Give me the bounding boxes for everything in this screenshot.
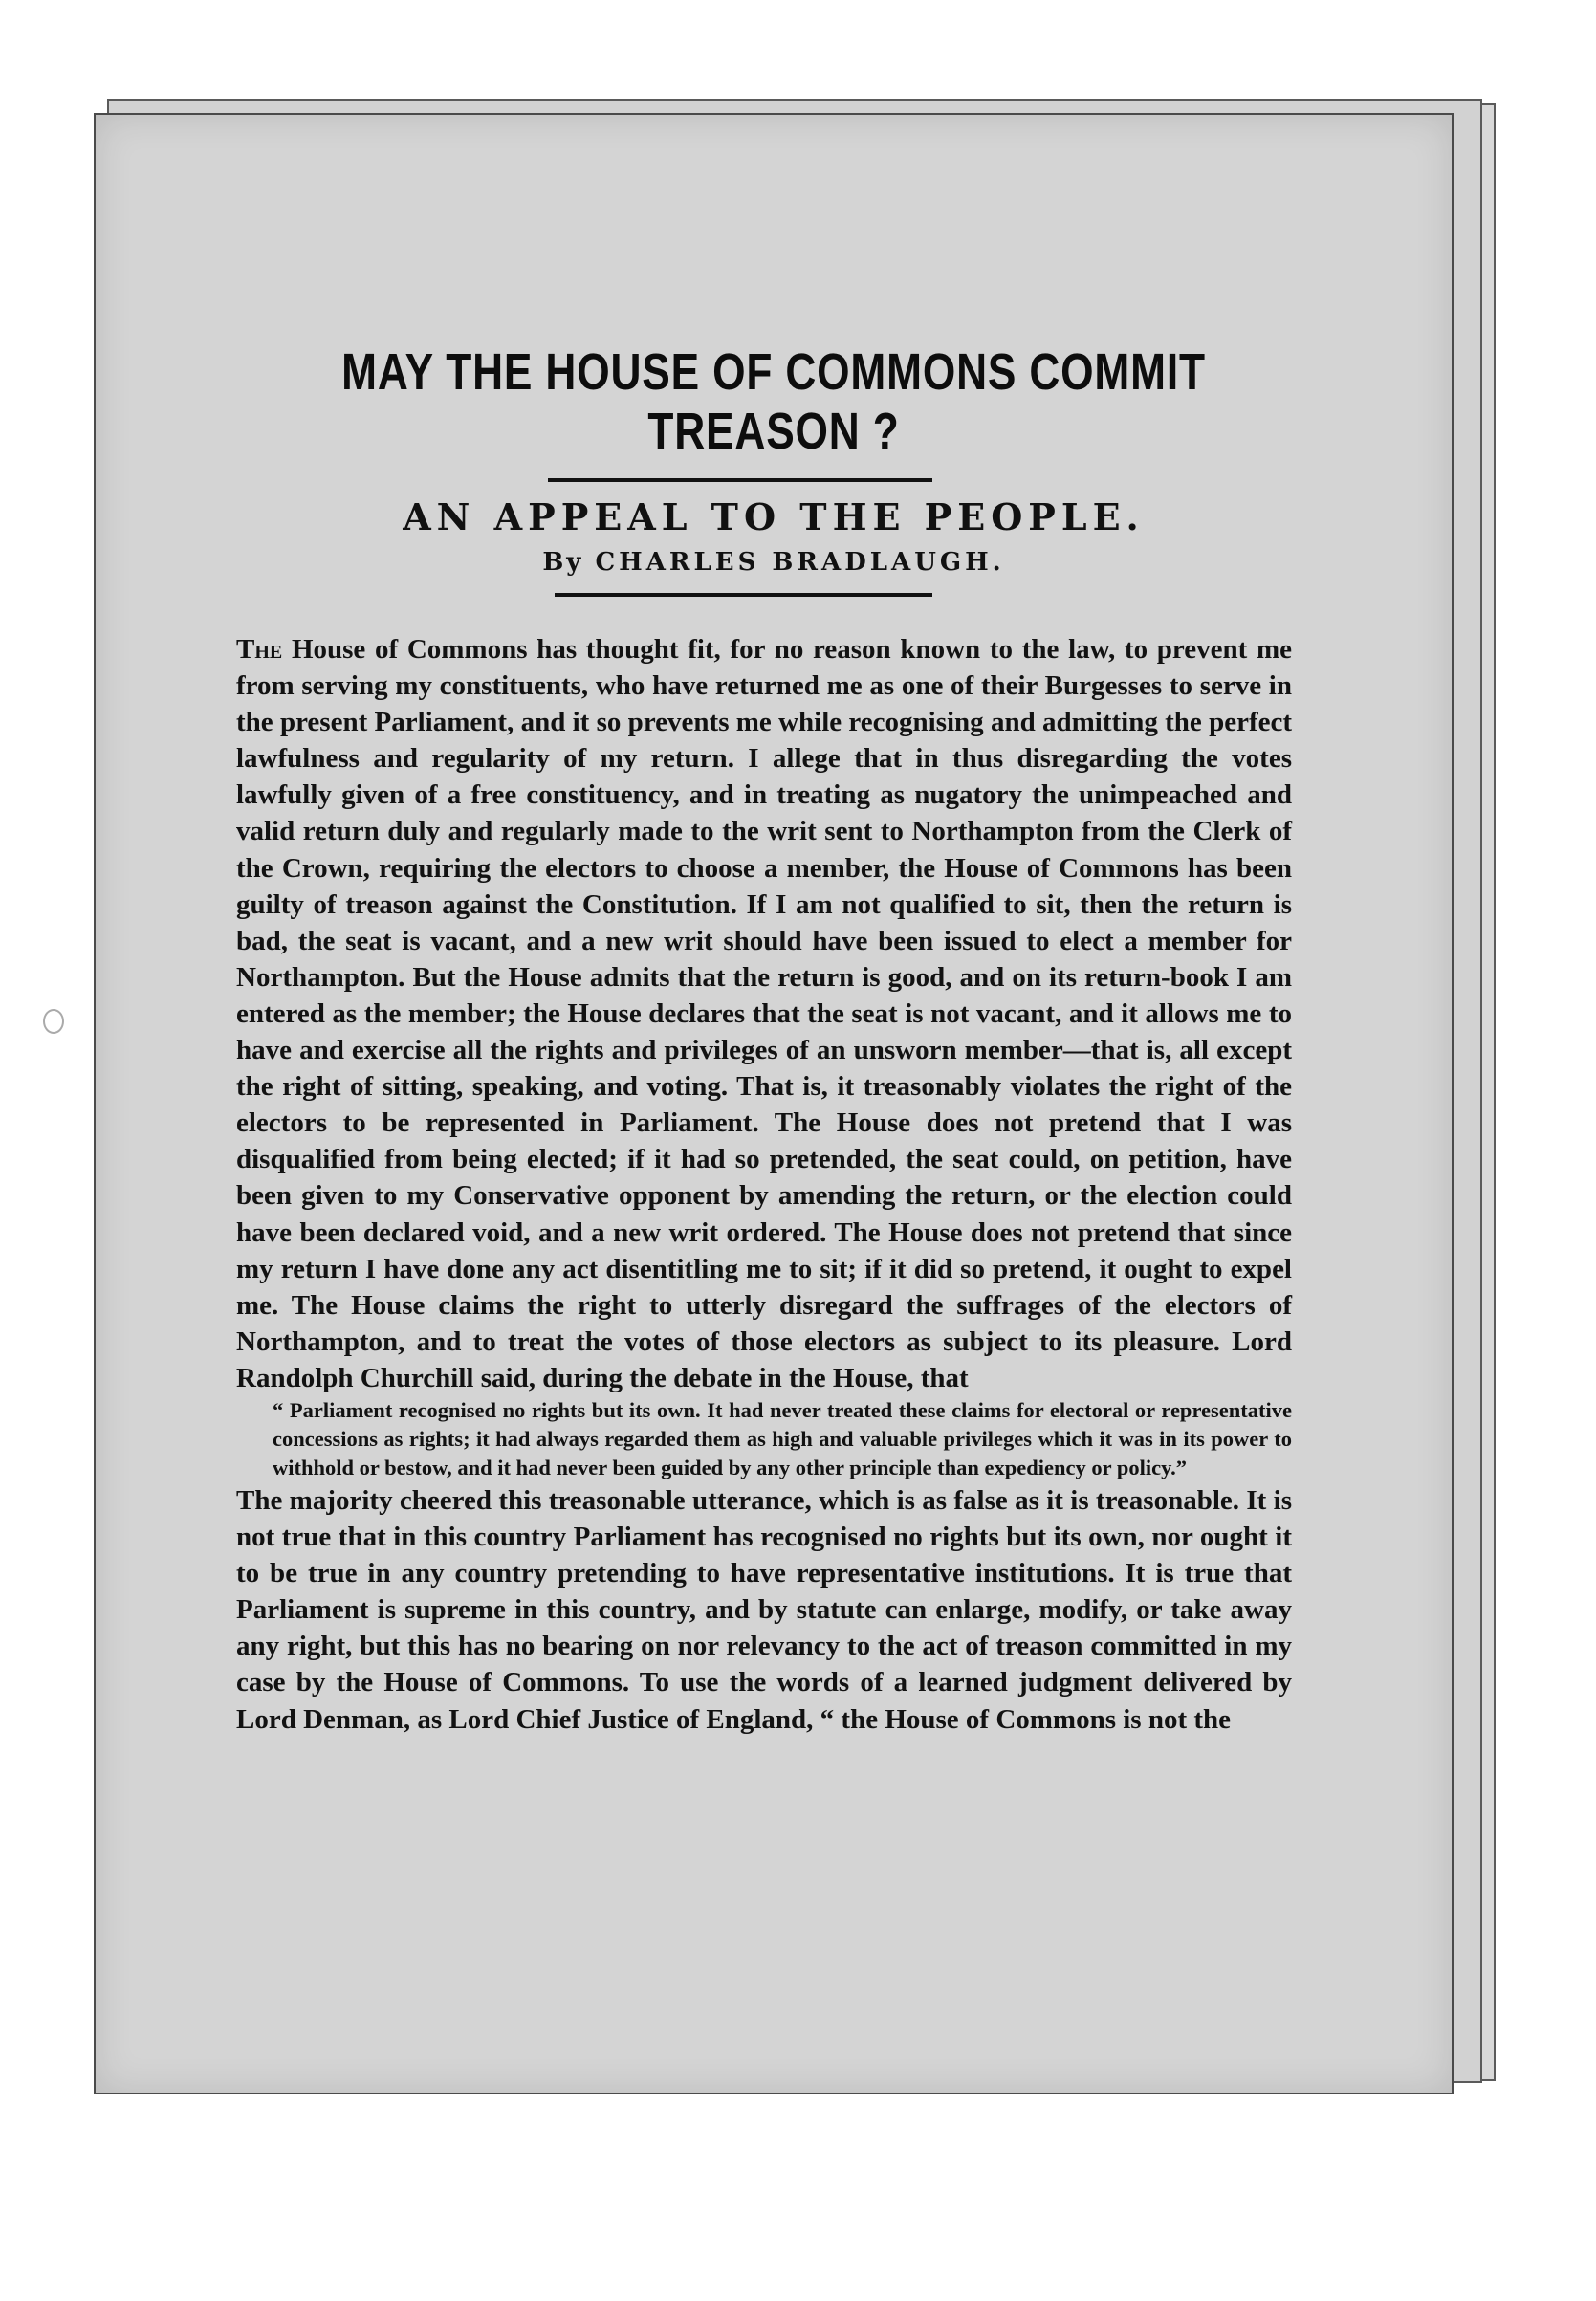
divider-rule-bottom (555, 593, 932, 597)
title-line-1: MAY THE HOUSE OF COMMONS COMMIT (341, 343, 1206, 401)
punch-hole-mark (43, 1009, 64, 1034)
document-title (218, 342, 1330, 461)
paragraph-1-text: House of Commons has thought fit, for no reason known to the law, to prevent me from serving my constituents, who have returned me as one of their Burgesses to serve in the present Parliament, and it so prevents me while recognising and admitting the perfect lawfulness and regularity of my return. I allege that in thus disregarding the votes lawfully given of a free constituency, and in treating as nugatory the unimpeached and valid return duly and regularly made to the writ sent to Northampton from the Clerk of the Crown, requiring the electors to choose a member, the House of Commons has been guilty of treason against the Constitution. If I am not qualified to sit, then the return is bad, the seat is vacant, and a new writ should have been issued to elect a member for Northampton. But the House admits that the return is good, and on its return-book I am entered as the member; the House declares that the seat is not vacant, and it allows me to have and exercise all the rights and privileges of an unsworn member—that is, all except the right of sitting, speaking, and voting. That is, it treasonably violates the right of the electors to be represented in Parliament. The House does not pretend that I was disqualified from being elected; if it had so pretended, the seat could, on petition, have been given to my Conservative opponent by amending the return, or the election could have been declared void, and a new writ ordered. The House does not pretend that since my return I have done any act disentitling me to sit; if it did so pretend, it ought to expel me. The House claims the right to utterly disregard the suffrages of the electors of Northampton, and to treat the votes of those electors as subject to its pleasure. Lord Randolph Churchill said, during the debate in the House, that (236, 634, 1292, 1393)
byline-author: CHARLES BRADLAUGH. (595, 548, 1005, 577)
paragraph-1 (236, 631, 1292, 1396)
document-subtitle: AN APPEAL TO THE PEOPLE. (403, 495, 1145, 538)
title-line-2: TREASON ? (647, 403, 900, 460)
divider-rule-top (548, 478, 932, 482)
lead-word: The (236, 634, 283, 665)
body-text (236, 631, 1292, 1738)
paragraph-2: The majority cheered this treasonable utterance, which is as false as it is treasonable. It is not true that in this country Parliament has recognised no rights but its own, nor ought it to be true in any country pretending to have representative institutions. It is true that Parliament is supreme in this country, and by statute can enlarge, modify, or take away any right, but this has no bearing on nor relevancy to the act of treason committed in my case by the House of Commons. To use the words of a learned judgment delivered by Lord Denman, as Lord Chief Justice of England, “ the House of Commons is not the (236, 1484, 1292, 1735)
byline-prefix: By (542, 548, 584, 577)
block-quote: “ Parliament recognised no rights but its own. It had never treated these claims for electoral or representative concessions as rights; it had always regarded them as high and valuable privileges which it was in its power to withhold or bestow, and it had never been guided by any other principle than expediency or policy.” (273, 1397, 1292, 1479)
pamphlet-page (94, 113, 1454, 2094)
byline (96, 548, 1452, 577)
